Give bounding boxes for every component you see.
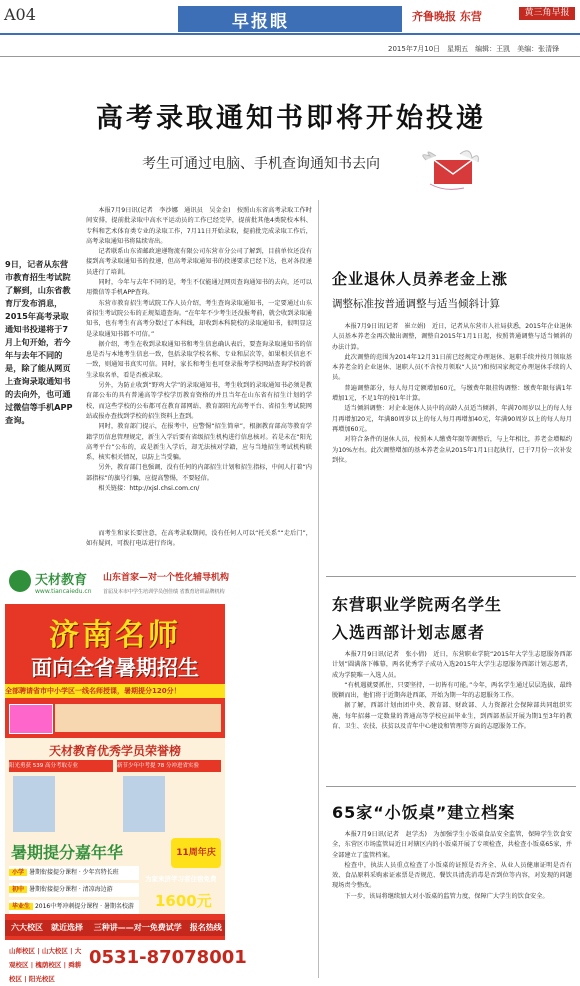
student-photo bbox=[13, 776, 55, 832]
ad-brand-url: www.tiancaiedu.cn bbox=[35, 588, 92, 595]
page-number: A04 bbox=[4, 5, 36, 24]
ad-student1: 阳光勇获 539 高分考取专业 bbox=[9, 760, 113, 772]
envelope-icon bbox=[420, 150, 484, 190]
course-row[interactable] bbox=[9, 866, 139, 880]
paragraph: 另外，为防止收到“野鸡大学”的录取通知书，考生收到的录取通知书必须是教育部公布的具有普通高等学校学历教育资格的并且当年在山东省有招生计划的学校，而这些学校的公布都可在教育部网站、教育部阳光高考平台、省招生考试院网站或报办查找到学校的招生资料上查到。 bbox=[86, 382, 312, 420]
course-text: 2016中考冲刺提分课程 · 暑期名校游 bbox=[34, 903, 134, 910]
story2-subtitle: 调整标准按普通调整与适当倾斜计算 bbox=[332, 298, 500, 310]
logo-tag: 黄三角早报 bbox=[519, 7, 575, 20]
main-headline: 高考录取通知书即将开始投递 bbox=[96, 103, 486, 134]
story2-body bbox=[332, 322, 572, 570]
section-title: 早报眼 bbox=[232, 12, 289, 32]
photo-placeholder bbox=[55, 704, 221, 732]
main-body bbox=[86, 206, 312, 529]
paragraph: 此次调整的范围为2014年12月31日前已经规定办理退休、退职手续并按月领取基本养老金的企业退休、退职人员(不含按月领取“人员”)和按国家规定办理退休手续的人员。 bbox=[332, 353, 572, 382]
paragraph: 而考生和家长要注意，在高考录取期间，没有任何人可以“托关系”“走后门”，如有疑问，可拨打电话进行咨询。 bbox=[86, 530, 312, 548]
course-row[interactable] bbox=[9, 900, 139, 914]
course-text: 暑期衔接提分课程 · 少年宫特长班 bbox=[28, 869, 119, 876]
ad-bottom-right: 三种讲——对一免费试学 报名热线 bbox=[93, 923, 222, 932]
ad-photo-strip bbox=[5, 702, 225, 734]
ad-big-line2: 面向全省暑期招生 bbox=[31, 656, 199, 680]
course-tag: 初中 bbox=[9, 886, 27, 893]
story3-title-line1: 东营职业学院两名学生 bbox=[332, 595, 503, 614]
paragraph: 同时，今年与去年不同的是，考生不仅能通过网页查询通知书的去向，还可以用微信等手机APP查询。 bbox=[86, 279, 312, 297]
newspaper-logo: 齐鲁晚报 东营 bbox=[412, 10, 482, 23]
paragraph: 本报7月9日讯(记者 李沙娜 通讯员 吴金金) 按照山东省高考录取工作时间安排，提前批录取中高水平运动员的工作已经完毕，提前批其他4类院校本科、专科和艺术体育类专业的录取工作，7月11日开始录取，提前批完成录取工作后，高考录取通知书将陆续寄出。 bbox=[86, 207, 312, 245]
ad-footer bbox=[5, 940, 247, 983]
course-tag: 小学 bbox=[9, 869, 27, 876]
column-divider bbox=[318, 200, 319, 978]
ad-summer-title: 暑期提分嘉年华 bbox=[11, 843, 124, 862]
ad-phone[interactable]: 0531-87078001 bbox=[89, 947, 247, 968]
main-body-tail bbox=[86, 529, 312, 559]
course-row[interactable] bbox=[9, 883, 139, 897]
paragraph: 东营市教育招生考试院工作人员介绍，考生查询录取通知书，一定要通过山东省招生考试院公布的正规渠道查询。“在年年不少考生还没报考前，就会收到录取通知书，也有考生有高考分数过了本科线，却收到本科院校的录取通知书，很明显这是录取通知书都不可信。” bbox=[86, 299, 312, 338]
paragraph: 适当倾斜调整：对企业退休人员中的高龄人员适当倾斜，年满70周岁以上的每人每月再增加20元，年满80周岁以上的每人每月再增加40元，年满90周岁以上的每人每月再增加60元。 bbox=[332, 405, 572, 433]
course-tag: 毕业生 bbox=[9, 903, 33, 910]
brand-logo-icon bbox=[9, 570, 31, 592]
main-subheadline: 考生可通过电脑、手机查询通知书去向 bbox=[142, 156, 380, 172]
paragraph: 记者联系山东省邮政速递物流有限公司东营市分公司了解到，目前单位还没有接到高考录取通知书的投递，但高考录取通知书的投递要求已经下达，也对各投递员进行了培训。 bbox=[86, 248, 312, 276]
photo-placeholder bbox=[9, 704, 53, 734]
story2-title: 企业退休人员养老金上涨 bbox=[332, 270, 509, 288]
ad-slogan-sub: 首届及本市中学生培训学员创佳绩 省教育培训品牌机构 bbox=[103, 589, 225, 595]
ad-header bbox=[5, 566, 230, 604]
ad-bottom-bar bbox=[5, 920, 225, 936]
story4-title: 65家“小饭桌”建立档案 bbox=[332, 803, 516, 822]
paragraph: 普遍调整部分，每人每月定额增加60元，与缴费年限挂钩调整：缴费年限每满1年增加1元，不足1年的按1年计算。 bbox=[332, 384, 572, 403]
ad-promo: 全部聘请省市中小学区一线名师授课，暑期提分120分！ bbox=[5, 684, 225, 698]
ad-anniv-badge: 11周年庆 bbox=[171, 838, 221, 868]
story-rule bbox=[326, 786, 576, 787]
paragraph: 同时，教育部门提示，在报考中，应警惕“招生简章”，根据教育部高等教育学籍学历信息管理规定，新生入学后要有省级招生机构进行信息核对。若是未在“阳光高考平台”公布的，或是新生入学后，却无法核对学籍，应与当地招生考试机构联系，核实相关情况，以防上当受骗。 bbox=[86, 423, 312, 462]
story-rule bbox=[326, 576, 576, 577]
paragraph: “有机遇就要抓住，只要坚持，一切皆有可能。”今年，两名学生通过层层选拔，最终脱颖而出，他们将于近期奔赴西部，开始为期一年的志愿服务工作。 bbox=[332, 681, 572, 700]
paragraph: 对符合条件的退休人员，按照本人缴费年限等调整后，与上年相比，养老金增幅约为10%左右。此次调整增加的基本养老金从2015年1月1日起执行，已于7月份一次补发到位。 bbox=[332, 436, 572, 464]
section-bar bbox=[178, 6, 402, 32]
paragraph: 下一步，该局将继续加大对小饭桌的监管力度，保障广大学生的饮食安全。 bbox=[344, 892, 549, 900]
paragraph: 据了解，西部计划由团中央、教育部、财政部、人力资源社会保障部共同组织实施，每年招募一定数量的普通高等学校应届毕业生，到西部基层开展为期1至3年的教育、卫生、农技、扶贫以及青年中心建设和管理等方面的志愿服务工作。 bbox=[332, 702, 572, 731]
ad-brand: 天材教育 bbox=[35, 573, 88, 588]
dateline: 2015年7月10日 星期五 编辑：王凯 美编：张清锋 bbox=[388, 45, 560, 53]
ad-student2: 新节少年中考提 78 分冲进省实验 bbox=[117, 760, 221, 772]
ad-slogan: 山东首家—对一个性化辅导机构 bbox=[103, 573, 230, 583]
story3-body bbox=[332, 650, 572, 780]
paragraph: 另外，教育部门也强调，没有任何的内部招生计划和招生指标，中间人打着“内部指标”的旗号行骗，应提高警惕，不要轻信。 bbox=[86, 464, 312, 482]
advertisement[interactable] bbox=[5, 566, 247, 983]
ad-campuses: 山师校区 | 山大校区 | 大观校区 | 槐荫校区 | 舜耕校区 | 阳光校区 bbox=[9, 947, 82, 983]
ad-bottom-left: 六大校区 就近选择 bbox=[11, 923, 83, 932]
paragraph: 本报7月9日讯(记者 张小倩) 近日，东营职业学院“2015年大学生志愿服务西部计划”圆满落下帷幕，两名优秀学子成功入选2015年大学生志愿服务西部计划志愿者，成为学院唯一入选人员。 bbox=[332, 651, 572, 679]
student-photo bbox=[123, 776, 165, 832]
ad-tuition-amount: 1600元 bbox=[155, 892, 212, 910]
ad-big-line1: 济南名师 bbox=[49, 618, 181, 653]
paragraph: 据介绍，考生在收到录取通知书和考生信息确认表后，要查询录取通知书的信息是否与本地考生信息一致，包括录取学校名称、专业和层次等，如果相关信息不一致，则通知书真实可信。同时，家长和考生也可登录报考学校网站查询学校的新生录取名单，看是否被录取。 bbox=[86, 340, 312, 379]
ad-teachers-title: 天材教育优秀学员荣誉榜 bbox=[48, 744, 181, 758]
dateline-rule bbox=[0, 56, 580, 57]
ad-tuition: 为家来济学习者住宿免费 bbox=[145, 875, 217, 883]
paragraph: 本报7月9日讯(记者 崔立娟) 近日，记者从东营市人社局获悉，2015年企业退休人员基本养老金再次做出调整，调整自2015年1月1日起，按照普通调整与适当倾斜的办法计算。 bbox=[332, 323, 572, 351]
paragraph: 检查中，执法人员重点检查了小饭桌的证照是否齐全、从业人员健康证明是否有效、食品原料采购索证索票是否规范、餐饮具清洗消毒是否到位等内容，对发现的问题现场责令整改。 bbox=[332, 861, 572, 890]
paragraph: 本报7月9日讯(记者 赵学杰) 为加强学生小饭桌食品安全监管，保障学生饮食安全，东营区市场监管局近日对辖区内的小饭桌开展了专项检查，共检查小饭桌65家，并全部建立了监管档案。 bbox=[332, 831, 572, 859]
course-text: 暑期衔接提分课程 · 清凉海边游 bbox=[28, 886, 113, 893]
side-note: 9日，记者从东营市教育招生考试院了解到，山东省教育厅发布消息，2015年高考录取通知书投递将于7月上旬开始，若今年与去年不同的是，除了能从网页上查询录取通知书的去向外，也可通过微信等手机APP查询。 bbox=[5, 259, 73, 425]
story4-body bbox=[332, 830, 572, 978]
header-rule bbox=[0, 33, 580, 35]
paragraph: 相关链接：http://xjsl.chsi.com.cn/ bbox=[98, 485, 200, 493]
story3-title-line2: 入选西部计划志愿者 bbox=[332, 623, 486, 642]
